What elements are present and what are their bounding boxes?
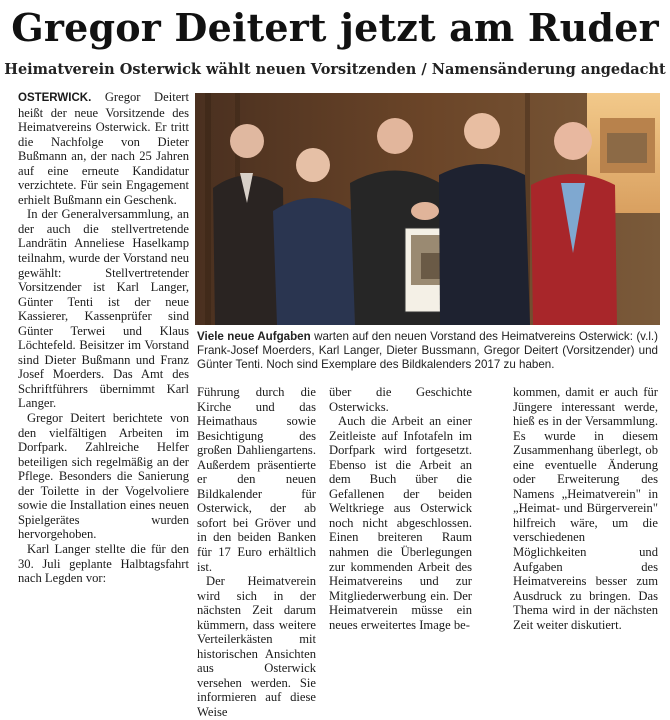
paragraph: Karl Langer stellte die für den 30. Juli geplante Halbtagsfahrt nach Legden vor: bbox=[18, 541, 189, 586]
article-photo bbox=[195, 93, 660, 325]
paragraph-text: Gregor Deitert heißt der neue Vorsitzende des Heimatvereins Osterwick. Er tritt die Nachfolge von Dieter Bußmann an, der nach 25 Jahren auf eine erneute Kandidatur verzichtete. Für sein Engagement erhielt Bußmann ein Geschenk. bbox=[18, 90, 189, 207]
article-column-1 bbox=[18, 90, 189, 602]
article-column-3 bbox=[329, 385, 472, 632]
subheadline: Heimatverein Osterwick wählt neuen Vorsitzenden / Namensänderung angedacht bbox=[4, 61, 666, 78]
paragraph: kommen, damit er auch für Jüngere interessant werde, hieß es in der Versammlung. Es wurde in diesem Zusammenhang überlegt, ob eine eventuelle Änderung oder Erweiterung des Namens „Heimatverein" in „Heimat- und Bürgerverein" hilfreich wäre, um die verschiedenen Möglichkeiten und Aufgaben des Heimatvereins besser zum Ausdruck zu bringen. Das Thema wird in der nächsten Zeit weiter diskutiert. bbox=[513, 385, 658, 632]
article-column-2 bbox=[197, 385, 316, 720]
paragraph: Auch die Arbeit an einer Zeitleiste auf Infotafeln im Dorfpark wird fortgesetzt. Ebenso ist die Arbeit an dem Buch über die Gefallenen der beiden Weltkriege aus Osterwick noch nicht abgeschlossen. Einen breiteren Raum nahmen die Überlegungen zur kommenden Arbeit des Heimatvereins und zur Mitgliederwerbung ein. Der Heimatverein müsse ein neues erweitertes Image be- bbox=[329, 414, 472, 632]
photo-caption bbox=[197, 330, 658, 372]
caption-lead: Viele neue Aufgaben bbox=[197, 330, 311, 343]
paragraph: über die Geschichte Osterwicks. bbox=[329, 385, 472, 414]
paragraph: Der Heimatverein wird sich in der nächsten Zeit darum kümmern, dass weitere Verteilerkästen mit historischen Ansichten aus Osterwick versehen werden. Sie informieren auf diese Weise bbox=[197, 574, 316, 720]
group-photo-illustration bbox=[195, 93, 660, 325]
paragraph: In der Generalversammlung, an der auch die stellvertretende Landrätin Anneliese Haselkamp teilnahm, wurde der Vorstand neu gewählt: Stellvertretender Vorsitzender ist Karl Langer, Günter Tenti ist der neue Kassierer, Kassenprüfer sind Günter Terwei und Klaus Löchtefeld. Beisitzer im Vorstand sind Dieter Bußmann und Franz Josef Moerders. Das Amt des Schriftführers übernimmt Karl Langer. bbox=[18, 207, 189, 411]
caption-text: warten auf den neuen Vorstand des Heimatvereins Osterwick: (v.l.) Frank-Josef Moerders, Karl Langer, Dieter Bussmann, Gregor Deitert (Vorsitzender) und Günter Tenti. Noch sind Exemplare des Bildkalenders 2017 zu haben. bbox=[197, 330, 659, 371]
paragraph: Führung durch die Kirche und das Heimathaus sowie Besichtigung des großen Dahliengartens. Außerdem präsentierte er den neuen Bildkalender für Osterwick, der ab sofort bei Gröver und in den beiden Banken für 17 Euro erhältlich ist. bbox=[197, 385, 316, 574]
dateline: OSTERWICK. bbox=[18, 92, 92, 104]
article-column-4 bbox=[513, 385, 658, 632]
headline: Gregor Deitert jetzt am Ruder bbox=[11, 5, 659, 50]
paragraph bbox=[18, 90, 189, 207]
paragraph: Gregor Deitert berichtete von den vielfältigen Arbeiten im Dorfpark. Zahlreiche Helfer beteiligen sich regelmäßig an der Pflege. Besonders die Sanierung der Toilette in der Vogelvoliere sowie die Installation eines neuen Spielgerätes wurden hervorgehoben. bbox=[18, 411, 189, 542]
